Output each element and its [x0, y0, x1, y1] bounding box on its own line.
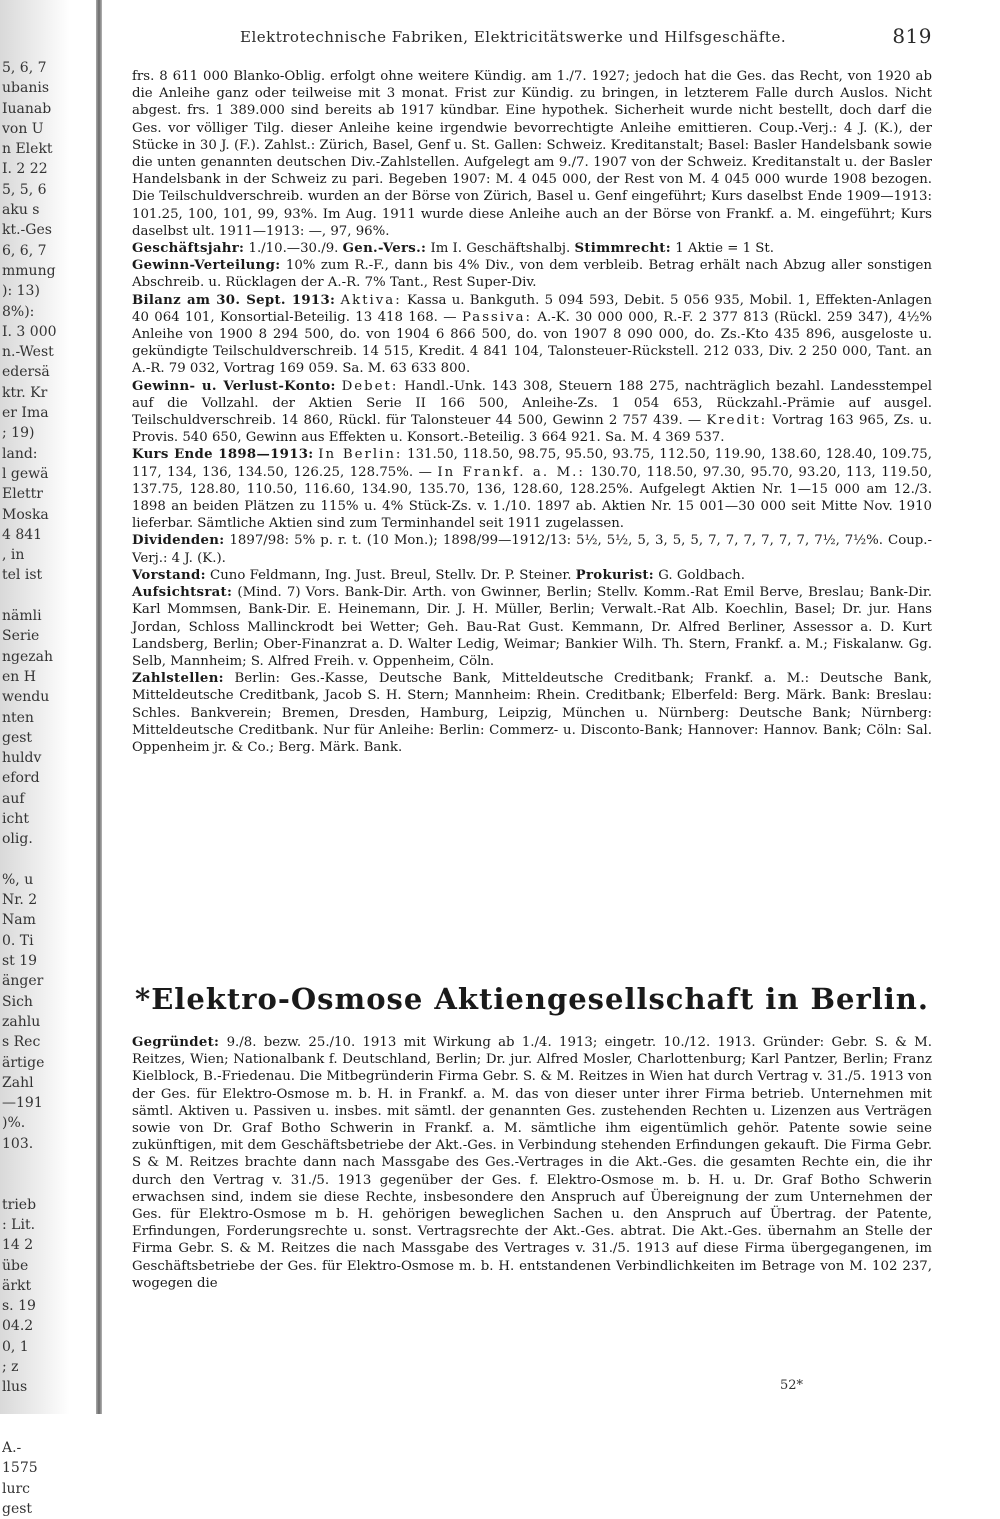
- dividends: [132, 532, 932, 566]
- left-fragment-line: Nr. 2: [2, 892, 38, 909]
- left-fragment-line: 8%):: [2, 303, 35, 320]
- left-fragment-line: I. 3 000: [2, 323, 57, 340]
- founded-label: Gegründet:: [132, 1035, 220, 1050]
- left-fragment-line: land:: [2, 445, 38, 462]
- article-2-body: [132, 1034, 932, 1292]
- left-fragment-line: 4 841: [2, 526, 43, 543]
- left-fragment-line: huldv: [2, 750, 42, 767]
- left-fragment-line: 1575: [2, 1460, 38, 1477]
- general-meeting-label: Gen.-Vers.:: [342, 241, 427, 257]
- left-fragment-line: ktr. Kr: [2, 384, 48, 401]
- left-fragment-line: 5, 6, 7: [2, 60, 47, 76]
- founding-paragraph: [132, 1034, 932, 1292]
- left-fragment-line: Serie: [2, 628, 40, 645]
- profit-loss-label: Gewinn- u. Verlust-Konto:: [132, 378, 336, 394]
- assets-text: Kassa u. Bankguth. 5 094 593, Debit. 5 056 935, Mobil. 1, Effekten-Anlagen 40 064 101, Konsortial-Beteilig. 13 418 168. —: [132, 292, 932, 325]
- left-fragment-line: A.-: [2, 1440, 22, 1457]
- berlin-prices: 131.50, 118.50, 98.75, 95.50, 93.75, 112.50, 119.90, 138.60, 128.40, 109.75, 117, 134, 136, 134.50, 126.25, 128.75%. —: [132, 447, 932, 480]
- left-fragment-line: olig.: [2, 831, 33, 848]
- left-fragment-line: Iuanab: [2, 100, 52, 117]
- left-fragment-line: auf: [2, 790, 25, 807]
- left-page-fragments: [2, 58, 92, 1519]
- left-fragment-line: ärtige: [2, 1054, 45, 1071]
- share-prices-label: Kurs Ende 1898—1913:: [132, 447, 314, 463]
- company-heading: *Elektro-Osmose Aktiengesellschaft in Berlin.: [135, 982, 929, 1016]
- assets-label: Aktiva:: [340, 292, 402, 308]
- frankfurt-label: In Frankf. a. M.:: [437, 464, 585, 480]
- profit-loss-account: [132, 378, 932, 447]
- page-number: 819: [892, 24, 932, 48]
- supervisory-board-label: Aufsichtsrat:: [132, 585, 233, 601]
- left-fragment-line: I. 2 22: [2, 161, 48, 178]
- left-fragment-line: übe: [2, 1257, 29, 1274]
- left-fragment-line: ; 19): [2, 425, 35, 442]
- left-fragment-line: 5, 5, 6: [2, 181, 47, 198]
- left-fragment-line: 04.2: [2, 1318, 34, 1335]
- paying-agents: [132, 670, 932, 756]
- left-fragment-line: tel ist: [2, 567, 43, 584]
- book-gutter: [96, 0, 102, 1414]
- board-text: Cuno Feldmann, Ing. Just. Breul, Stellv. Dr. P. Steiner.: [210, 567, 572, 583]
- board-label: Vorstand:: [132, 567, 206, 583]
- left-fragment-line: [2, 1174, 92, 1194]
- left-fragment-line: zahlu: [2, 1013, 41, 1030]
- left-fragment-line: nten: [2, 709, 34, 726]
- left-fragment-line: wendu: [2, 689, 50, 706]
- running-title: Elektrotechnische Fabriken, Elektricitätswerke und Hilfsgeschäfte.: [240, 28, 787, 46]
- left-fragment-line: ngezah: [2, 648, 54, 665]
- share-prices: [132, 446, 932, 532]
- left-fragment-line: ; z: [2, 1359, 19, 1375]
- left-fragment-line: en H: [2, 668, 36, 685]
- left-fragment-line: st 19: [2, 953, 38, 970]
- left-fragment-line: ): 13): [2, 283, 40, 300]
- profit-distribution-text: 10% zum R.-F., dann bis 4% Div., von dem verbleib. Betrag erhält nach Abzug aller sonstigen Abschreib. u. Rücklagen der A.-R. 7% Tant., Rest Super-Div.: [132, 258, 932, 291]
- left-fragment-line: nämli: [2, 608, 42, 625]
- article-1-body: [132, 68, 932, 756]
- supervisory-board-text: (Mind. 7) Vors. Bank-Dir. Arth. von Gwinner, Berlin; Stellv. Komm.-Rat Emil Berve, Breslau; Bank-Dir. Karl Mommsen, Bank-Dir. E. Heinemann, Dir. J. H. Müller, Berlin; Verwalt.-Rat Alb. Koechlin, Basel; Dr. jur. Hans Jordan, Schloss Mallinckrodt bei Wetter; Geh. Bau-Rat Gust. Kemmann, Dr. Alfred Berliner, Assessor a. D. Kurt Landsberg, Berlin; Ober-Finanzrat a. D. Walter Ledig, Weimar; Bankier Wilh. Th. Stern, Frankf. a. M.; Fiskalanw. Gg. Selb, Mannheim; S. Alfred Freih. v. Oppenheim, Cöln.: [132, 585, 932, 669]
- dividends-text: 1897/98: 5% p. r. t. (10 Mon.); 1898/99—1912/13: 5½, 5½, 5, 3, 5, 5, 7, 7, 7, 7, 7, 7, 7½, 7½%. Coup.-Verj.: 4 J. (K.).: [132, 533, 932, 566]
- left-fragment-line: 14 2: [2, 1237, 34, 1254]
- paying-agents-text: Berlin: Ges.-Kasse, Deutsche Bank, Mitteldeutsche Creditbank; Frankf. a. M.: Deutsche Bank, Mitteldeutsche Creditbank, Jacob S. H. Stern; Mannheim: Rhein. Creditbank; Elberfeld: Berg. Märk. Bank: Breslau: Schles. Bankverein; Bremen, Dresden, Hamburg, Leipzig, München u. Nürnberg: Deutsche Bank; Nürnberg: Mitteldeutsche Creditbank. Nur für Anleihe: Berlin: Commerz- u. Disconto-Bank; Hannover: Hannov. Bank; Cöln: Sal. Oppenheim jr. & Co.; Berg. Märk. Bank.: [132, 671, 932, 755]
- left-fragment-line: ärkt: [2, 1277, 32, 1294]
- left-fragment-line: Nam: [2, 912, 36, 929]
- left-fragment-line: [2, 1418, 92, 1438]
- left-fragment-line: 103.: [2, 1135, 34, 1152]
- paying-agents-label: Zahlstellen:: [132, 671, 224, 687]
- left-fragment-line: 6, 6, 7: [2, 242, 47, 259]
- left-fragment-line: edersä: [2, 364, 50, 381]
- voting-right-label: Stimmrecht:: [574, 241, 671, 257]
- left-fragment-line: er Ima: [2, 405, 49, 422]
- left-fragment-line: —191: [2, 1095, 43, 1112]
- left-fragment-line: mmung: [2, 262, 56, 279]
- left-fragment-line: [2, 1154, 92, 1174]
- left-fragment-line: 0, 1: [2, 1338, 29, 1355]
- left-fragment-line: gest: [2, 729, 33, 746]
- left-fragment-line: icht: [2, 810, 29, 827]
- left-fragment-line: %, u: [2, 871, 34, 888]
- left-fragment-line: ubanis: [2, 80, 50, 97]
- left-fragment-line: l gewä: [2, 465, 49, 482]
- balance-sheet: [132, 292, 932, 378]
- procurator-text: G. Goldbach.: [658, 567, 745, 583]
- profit-distribution: [132, 257, 932, 291]
- procurator-label: Prokurist:: [575, 567, 655, 583]
- debit-label: Debet:: [341, 378, 399, 394]
- voting-right-value: 1 Aktie = 1 St.: [675, 241, 774, 257]
- berlin-label: In Berlin:: [318, 447, 403, 463]
- left-fragment-line: eford: [2, 770, 40, 787]
- liabilities-label: Passiva:: [461, 309, 533, 325]
- left-fragment-line: lurc: [2, 1480, 31, 1497]
- left-fragment-line: s. 19: [2, 1298, 36, 1315]
- left-fragment-line: Moska: [2, 506, 49, 523]
- left-fragment-line: : Lit.: [2, 1216, 36, 1233]
- left-fragment-line: von U: [2, 120, 44, 137]
- loan-paragraph: frs. 8 611 000 Blanko-Oblig. erfolgt ohne weitere Kündig. am 1./7. 1927; jedoch hat die Ges. das Recht, von 1920 ab die Anleihe ganz oder teilweise mit 3 monat. Frist zur Kündig. zu bringen, in letzterem Falle durch Auslos. Nicht abgest. frs. 1 389.000 sind bereits ab 1917 kündbar. Eine hypothek. Sicherheit wurde nicht bestellt, doch darf die Ges. vor völliger Tilg. dieser Anleihe keine irgendwie bevorrechtigte Anleihe emittieren. Coup.-Verj.: 4 J. (K.), der Stücke in 30 J. (F.). Zahlst.: Zürich, Basel, Genf u. St. Gallen: Schweiz. Kreditanstalt; Basel: Basler Handelsbank sowie die unten genannten deutschen Div.-Zahlstellen. Aufgelegt am 9./7. 1907 von der Schweiz. Kreditanstalt u. der Basler Handelsbank in der Schweiz zu pari. Begeben 1907: M. 4 045 000, der Rest von M. 4 045 000 wurde 1908 bezogen. Die Teilschuldverschreib. wurden an der Börse von Zürich, Basel u. Genf eingeführt; Kurs daselbst Ende 1909—1913: 101.25, 100, 101, 99, 93%. Im Aug. 1911 wurde diese Anleihe auch an der Börse von Frankf. a. M. eingeführt; Kurs daselbst ult. 1911—1913: —, 97, 96%.: [132, 69, 932, 239]
- fiscal-year-value: 1./10.—30./9.: [248, 241, 339, 257]
- left-fragment-line: aku s: [2, 202, 40, 219]
- general-meeting-value: Im I. Geschäftshalbj.: [430, 241, 571, 257]
- left-fragment-line: )%.: [2, 1115, 26, 1132]
- left-fragment-line: [2, 850, 92, 870]
- fiscal-info-line: [132, 240, 932, 257]
- profit-distribution-label: Gewinn-Verteilung:: [132, 258, 281, 274]
- left-fragment-line: kt.-Ges: [2, 222, 52, 239]
- dividends-label: Dividenden:: [132, 533, 225, 549]
- balance-sheet-label: Bilanz am 30. Sept. 1913:: [132, 292, 336, 308]
- left-fragment-line: llus: [2, 1379, 28, 1396]
- left-fragment-line: [2, 586, 92, 606]
- left-fragment-line: s Rec: [2, 1034, 41, 1051]
- left-fragment-line: n Elekt: [2, 141, 53, 158]
- credit-label: Kredit:: [706, 413, 768, 429]
- left-fragment-line: [2, 1398, 92, 1418]
- left-fragment-line: , in: [2, 547, 25, 564]
- left-fragment-line: änger: [2, 973, 44, 990]
- left-fragment-line: gest: [2, 1501, 33, 1518]
- left-fragment-line: Elettr: [2, 486, 43, 503]
- supervisory-board: [132, 584, 932, 670]
- founding-text: 9./8. bezw. 25./10. 1913 mit Wirkung ab 1./4. 1913; eingetr. 10./12. 1913. Gründer: Gebr. S. & M. Reitzes, Wien; Nationalbank f. Deutschland, Berlin; Dr. jur. Alfred Mosler, Charlottenburg; Karl Pantzer, Berlin; Franz Kielblock, B.-Friedenau. Die Mitbegründerin Firma Gebr. S. & M. Reitzes in Wien hat durch Vertrag v. 31./5. 1913 von der Ges. für Elektro-Osmose m. b. H. in Frankf. a. M. das von dieser unter ihrer Firma betrieb. Unternehmen mit sämtl. Aktiven u. Passiven u. insbes. mit sämtl. der genannten Ges. zustehenden Rechten u. Lizenzen aus Verträgen sowie von Dr. Graf Botho Schwerin in Frankf. a. M. sämtliche ihm eigentümlich gehör. Patente sowie seine zukünftigen, mit dem Geschäftsbetriebe der Akt.-Ges. in Verbindung stehenden Erfindungen gekauft. Die Firma Gebr. S & M. Reitzes brachte dann nach Massgabe des Ges.-Vertrages in die Akt.-Ges. die gesamten Rechte ein, die ihr durch den Vertrag v. 31./5. 1913 gegenüber der Ges. f. Elektro-Osmose m. b. H. u. Dr. Graf Botho Schwerin erwachsen sind, indem sie diese Rechte, insbesondere den Anspruch auf Übereignung der zum Unternehmen der Ges. für Elektro-Osmose m b. H. gehörigen beweglichen Sachen u. den Anspruch auf Übertrag. der Patente, Erfindungen, Forderungsrechte u. sonst. Vertragsrechte der Akt.-Ges. abtrat. Die Akt.-Ges. übernahm an Stelle der Firma Gebr. S. & M. Reitzes die nach Massgabe des Vertrages v. 31./5. 1913 auf diese Firma übergegangenen, im Geschäftsbetriebe der Ges. für Elektro-Osmose m. b. H. entstandenen Verbindlichkeiten im Betrage von M. 102 237, wogegen die: [132, 1035, 932, 1291]
- left-fragment-line: Sich: [2, 993, 33, 1010]
- left-fragment-line: 0. Ti: [2, 932, 34, 949]
- printer-signature: 52*: [780, 1378, 804, 1393]
- left-fragment-line: n.-West: [2, 344, 54, 361]
- debit-text: Handl.-Unk. 143 308, Steuern 188 275, nachträglich bezahl. Landesstempel auf die Vollzahl. der Aktien Serie II 166 500, Anleihe-Zs. 1 054 653, Rückzahl.-Prämie auf ausgel. Teilschuldverschreib. 14 860, Rückl. für Talonsteuer 44 500, Gewinn 2 757 439. —: [132, 378, 933, 429]
- fiscal-year-label: Geschäftsjahr:: [132, 241, 245, 257]
- liabilities-text: A.-K. 30 000 000, R.-F. 2 377 813 (Rückl. 259 347), 4½% Anleihe von 1900 8 294 500, do. von 1904 6 866 500, do. von 1907 8 090 000, do. Zs.-Kto 435 896, ausgeloste u. gekündigte Teilschuldverschreib. 14 515, Kredit. 4 841 104, Talonsteuer-Rückstell. 212 033, Div. 2 250 000, Tant. an A.-R. 79 032, Vortrag 169 059. Sa. M. 63 633 800.: [132, 309, 932, 377]
- board: [132, 567, 932, 584]
- left-fragment-line: Zahl: [2, 1074, 34, 1091]
- credit-text: Vortrag 163 965, Zs. u. Provis. 540 650, Gewinn aus Effekten u. Konsort.-Beteilig. 3 664 921. Sa. M. 4 369 537.: [132, 413, 932, 446]
- frankfurt-prices: 130.70, 118.50, 97.30, 95.70, 93.20, 113, 119.50, 137.75, 128.80, 110.50, 116.60, 134.90, 135.70, 136, 128.60, 128.25%. Aufgelegt Aktien Nr. 1—15 000 am 12./3. 1898 an beiden Plätzen zu 115% u. 4% Stück-Zs. v. 1./10. 1897 ab. Aktien Nr. 15 001—30 000 seit Mitte Nov. 1910 lieferbar. Sämtliche Aktien sind zum Terminhandel seit 1911 zugelassen.: [132, 464, 932, 532]
- left-fragment-line: trieb: [2, 1196, 37, 1213]
